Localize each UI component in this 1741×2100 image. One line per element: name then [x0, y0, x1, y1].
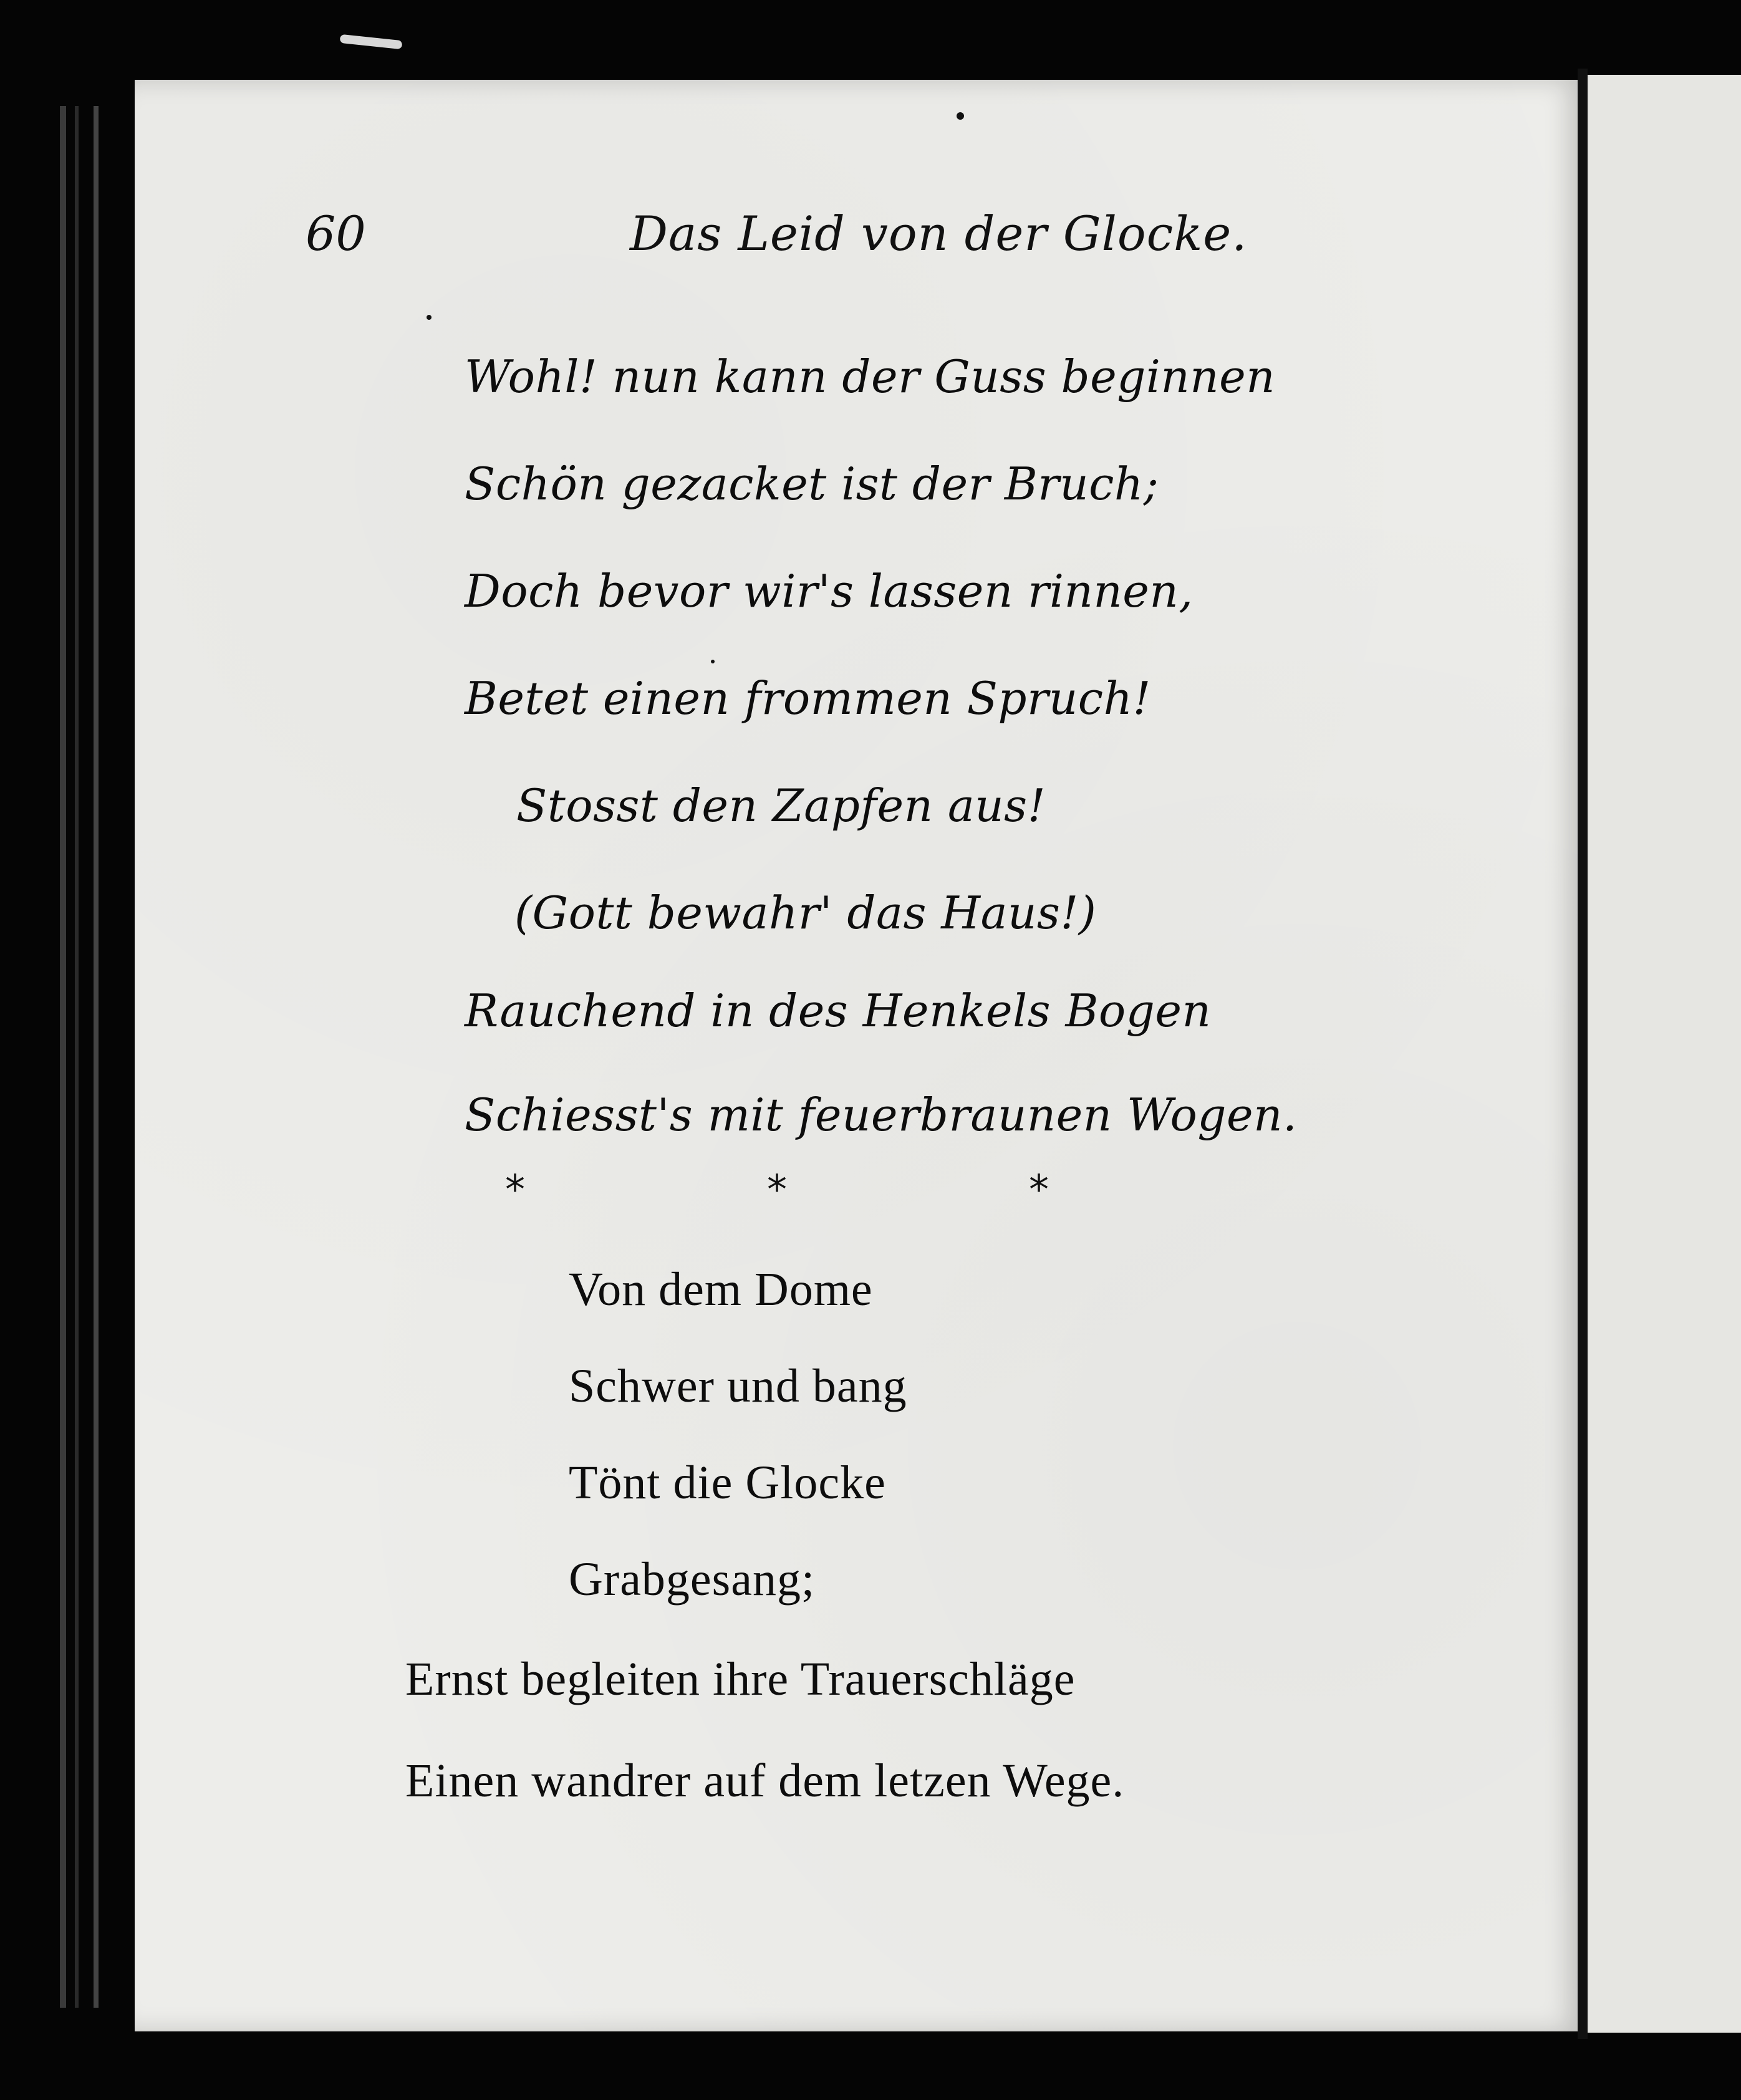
verse-line: Ernst begleiten ihre Trauerschläge — [405, 1653, 1076, 1705]
running-title: Das Leid von der Glocke. — [630, 206, 1248, 261]
binding-edge — [75, 106, 79, 2008]
stanza-divider — [505, 1167, 1066, 1217]
divider-star: * — [767, 1167, 787, 1213]
page-number: 60 — [306, 206, 366, 261]
verse-line: Doch bevor wir's lassen rinnen, — [465, 565, 1194, 617]
ink-speck — [711, 660, 715, 663]
ink-speck — [427, 315, 432, 320]
verse-line: Schwer und bang — [569, 1360, 907, 1412]
verse-line: Schön gezacket ist der Bruch; — [465, 458, 1159, 510]
running-head — [306, 206, 1248, 274]
verse-line: Einen wandrer auf dem letzen Wege. — [405, 1755, 1125, 1807]
page-gutter — [1578, 69, 1588, 2039]
verse-line: Rauchend in des Henkels Bogen — [465, 985, 1212, 1037]
binding-edge — [60, 106, 66, 2008]
verse-line: Grabgesang; — [569, 1553, 816, 1606]
verse-line: (Gott bewahr' das Haus!) — [514, 887, 1097, 939]
binding-edge — [94, 106, 99, 2008]
ink-speck — [957, 112, 964, 120]
divider-star: * — [505, 1167, 525, 1213]
facing-page-edge — [1588, 75, 1741, 2033]
verse-line: Wohl! nun kann der Guss beginnen — [465, 350, 1276, 403]
verse-line: Tönt die Glocke — [569, 1457, 886, 1509]
verse-line: Betet einen frommen Spruch! — [465, 672, 1151, 725]
divider-star: * — [1029, 1167, 1049, 1213]
verse-line: Stosst den Zapfen aus! — [516, 779, 1046, 832]
verse-line: Von dem Dome — [569, 1263, 873, 1316]
verse-line: Schiesst's mit feuerbraunen Wogen. — [465, 1089, 1298, 1141]
